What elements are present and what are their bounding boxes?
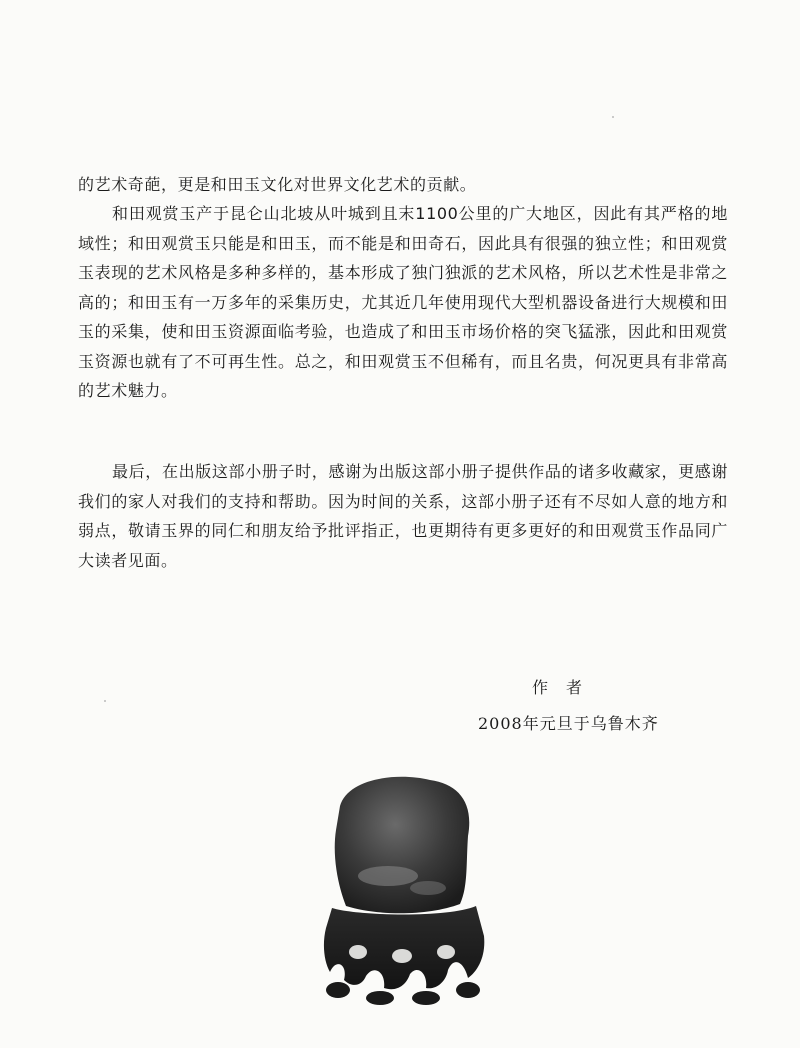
- paragraph-acknowledgement: 最后，在出版这部小册子时，感谢为出版这部小册子提供作品的诸多收藏家，更感谢我们的家人对我们的支持和帮助。因为时间的关系，这部小册子还有不尽如人意的地方和弱点，敬请玉界的同仁和朋友给予批评指正，也更期待有更多更好的和田观赏玉作品同广大读者见面。: [78, 462, 728, 570]
- paragraph-continuation: 的艺术奇葩，更是和田玉文化对世界文化艺术的贡献。: [78, 175, 477, 194]
- scan-speck: [104, 700, 106, 702]
- paragraph-origin: 和田观赏玉产于昆仑山北坡从叶城到且末1100公里的广大地区，因此有其严格的地域性；和田观赏玉只能是和田玉，而不能是和田奇石，因此具有很强的独立性；和田观赏玉表现的艺术风格是多种多样的，基本形成了独门独派的艺术风格，所以艺术性是非常之高的；和田玉有一万多年的采集历史，尤其近几年使用现代大型机器设备进行大规模和田玉的采集，使和田玉资源面临考验，也造成了和田玉市场价格的突飞猛涨，因此和田观赏玉资源也就有了不可再生性。总之，和田观赏玉不但稀有，而且名贵，何况更具有非常高的艺术魅力。: [78, 204, 728, 400]
- scan-speck: [612, 116, 614, 118]
- jade-stone-photo: [318, 766, 488, 1006]
- author-signature: 作 者: [532, 678, 584, 697]
- date-signature: 2008年元旦于乌鲁木齐: [478, 714, 659, 733]
